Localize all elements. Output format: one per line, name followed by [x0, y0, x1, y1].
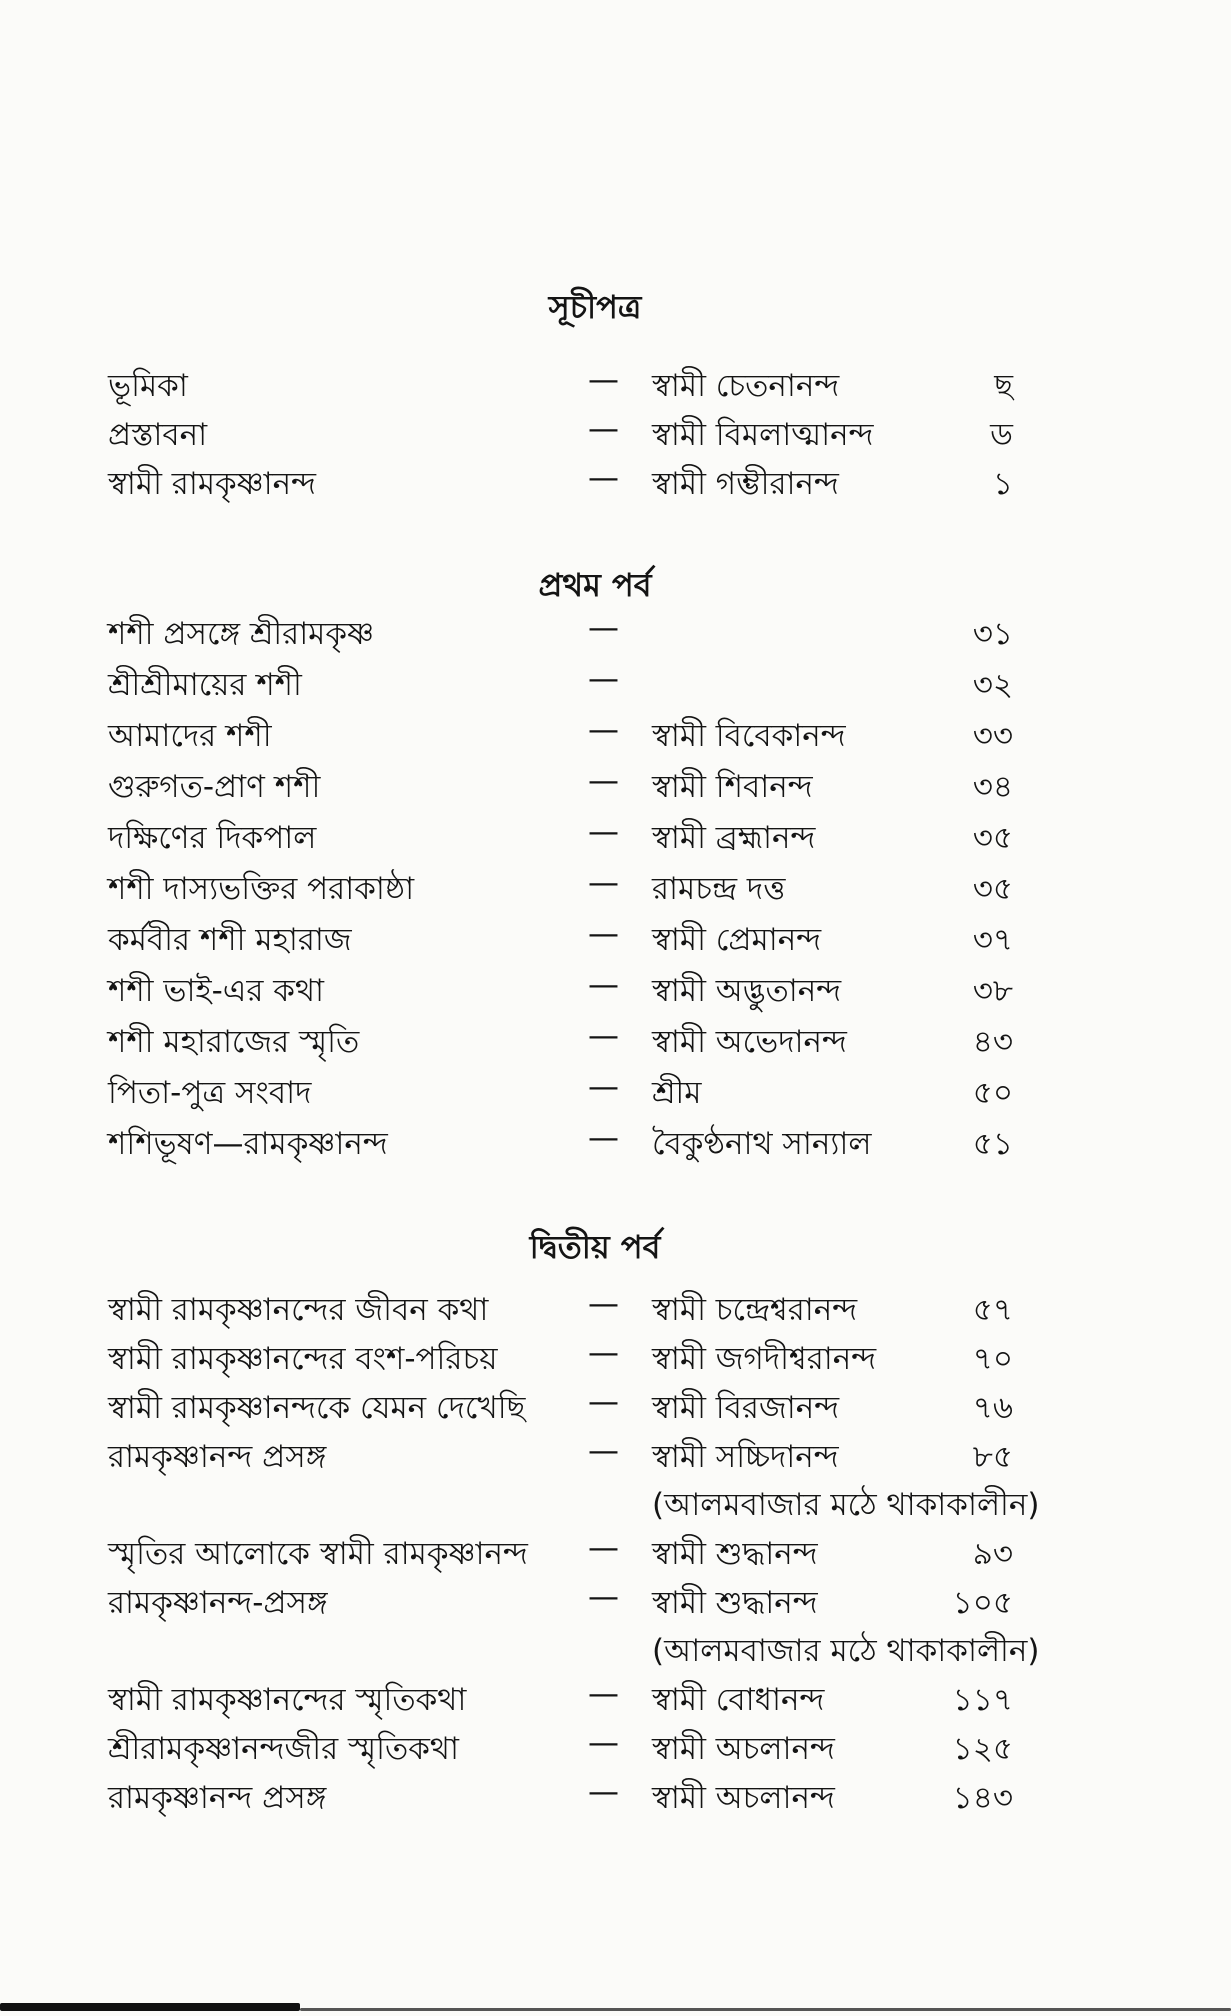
- toc-row: [0, 1335, 1231, 1383]
- entry-title: শশিভূষণ—রামকৃষ্ণানন্দ: [108, 1126, 388, 1162]
- entry-page: ৪৩: [972, 1024, 1013, 1060]
- entry-dash: —: [588, 1530, 619, 1566]
- entry-dash: —: [588, 1774, 619, 1810]
- entry-author: স্বামী বিবেকানন্দ: [652, 718, 846, 754]
- entry-title: স্বামী রামকৃষ্ণানন্দের বংশ-পরিচয়: [108, 1341, 498, 1377]
- entry-dash: —: [588, 610, 619, 646]
- entry-dash: —: [588, 1433, 619, 1469]
- entry-dash: —: [588, 411, 619, 447]
- entry-author: স্বামী গম্ভীরানন্দ: [652, 466, 839, 502]
- entry-title: স্বামী রামকৃষ্ণানন্দকে যেমন দেখেছি: [108, 1390, 526, 1426]
- entry-note: (আলমবাজার মঠে থাকাকালীন): [652, 1633, 1040, 1669]
- toc-row: [0, 1774, 1231, 1822]
- entry-title: কর্মবীর শশী মহারাজ: [108, 922, 352, 958]
- entry-page: ৭৬: [972, 1390, 1013, 1426]
- toc-row: [0, 661, 1231, 709]
- entry-page: ৩৫: [972, 820, 1013, 856]
- toc-row: [0, 1676, 1231, 1724]
- toc-row: [0, 916, 1231, 964]
- page-edge-shadow: [0, 2003, 300, 2011]
- entry-author: বৈকুণ্ঠনাথ সান্যাল: [652, 1126, 872, 1162]
- entry-dash: —: [588, 1286, 619, 1322]
- entry-dash: —: [588, 1120, 619, 1156]
- toc-row: [0, 1725, 1231, 1773]
- entry-page: ৫১: [972, 1126, 1013, 1162]
- entry-page: ৭০: [972, 1341, 1013, 1377]
- entry-dash: —: [588, 865, 619, 901]
- entry-title: আমাদের শশী: [108, 718, 272, 754]
- entry-title: শশী ভাই-এর কথা: [108, 973, 325, 1009]
- entry-dash: —: [588, 460, 619, 496]
- entry-author: রামচন্দ্র দত্ত: [652, 871, 786, 907]
- entry-dash: —: [588, 712, 619, 748]
- entry-page: ৩৩: [972, 718, 1013, 754]
- toc-row: [0, 460, 1231, 508]
- entry-page: ৫৭: [972, 1292, 1013, 1328]
- entry-dash: —: [588, 661, 619, 697]
- entry-note: (আলমবাজার মঠে থাকাকালীন): [652, 1487, 1040, 1523]
- toc-row: [0, 1530, 1231, 1578]
- entry-author: স্বামী শুদ্ধানন্দ: [652, 1585, 818, 1621]
- entry-page: ৯৩: [972, 1536, 1013, 1572]
- entry-title: শশী মহারাজের স্মৃতি: [108, 1024, 360, 1060]
- entry-dash: —: [588, 1676, 619, 1712]
- entry-page: ৩৭: [972, 922, 1013, 958]
- entry-dash: —: [588, 1579, 619, 1615]
- entry-dash: —: [588, 916, 619, 952]
- entry-author: স্বামী অভেদানন্দ: [652, 1024, 847, 1060]
- entry-author: স্বামী শিবানন্দ: [652, 769, 813, 805]
- entry-title: শশী দাস্যভক্তির পরাকাষ্ঠা: [108, 871, 415, 907]
- entry-title: রামকৃষ্ণানন্দ প্রসঙ্গ: [108, 1780, 327, 1816]
- entry-page: ৩৪: [972, 769, 1013, 805]
- entry-title: স্মৃতির আলোকে স্বামী রামকৃষ্ণানন্দ: [108, 1536, 528, 1572]
- toc-row: [0, 411, 1231, 459]
- entry-author: স্বামী বিরজানন্দ: [652, 1390, 840, 1426]
- entry-title: রামকৃষ্ণানন্দ প্রসঙ্গ: [108, 1439, 327, 1475]
- entry-page: ১২৫: [952, 1731, 1013, 1767]
- toc-row: [0, 1433, 1231, 1481]
- toc-row: [0, 1120, 1231, 1168]
- entry-title: গুরুগত-প্রাণ শশী: [108, 769, 321, 805]
- entry-dash: —: [588, 763, 619, 799]
- toc-row: [0, 1018, 1231, 1066]
- entry-title: প্রস্তাবনা: [108, 417, 208, 453]
- toc-row: [0, 967, 1231, 1015]
- entry-page: ৫০: [972, 1075, 1013, 1111]
- page-edge-line: [300, 2008, 1231, 2011]
- entry-page: ৩৫: [972, 871, 1013, 907]
- entry-title: শশী প্রসঙ্গে শ্রীরামকৃষ্ণ: [108, 616, 375, 652]
- entry-author: স্বামী অচলানন্দ: [652, 1780, 835, 1816]
- toc-row: [0, 610, 1231, 658]
- toc-row: [0, 1384, 1231, 1432]
- entry-title: দক্ষিণের দিকপাল: [108, 820, 317, 856]
- entry-author: স্বামী চন্দ্রেশ্বরানন্দ: [652, 1292, 858, 1328]
- entry-dash: —: [588, 1069, 619, 1105]
- entry-author: স্বামী শুদ্ধানন্দ: [652, 1536, 818, 1572]
- toc-row: [0, 712, 1231, 760]
- toc-row: [0, 763, 1231, 811]
- entry-dash: —: [588, 1384, 619, 1420]
- toc-row: [0, 1069, 1231, 1117]
- entry-author: স্বামী চেতনানন্দ: [652, 368, 840, 404]
- part2-heading: দ্বিতীয় পর্ব: [529, 1228, 661, 1266]
- entry-title: স্বামী রামকৃষ্ণানন্দের স্মৃতিকথা: [108, 1682, 467, 1718]
- entry-page: ১১৭: [952, 1682, 1013, 1718]
- entry-page: ১: [992, 466, 1013, 502]
- entry-author: স্বামী বোধানন্দ: [652, 1682, 825, 1718]
- entry-dash: —: [588, 1725, 619, 1761]
- toc-row: [0, 1286, 1231, 1334]
- entry-title: স্বামী রামকৃষ্ণানন্দ: [108, 466, 317, 502]
- entry-page: ৩১: [972, 616, 1013, 652]
- entry-dash: —: [588, 1018, 619, 1054]
- entry-page: ৮৫: [972, 1439, 1013, 1475]
- entry-page: ৩২: [972, 667, 1013, 703]
- entry-dash: —: [588, 814, 619, 850]
- entry-title: শ্রীশ্রীমায়ের শশী: [108, 667, 302, 703]
- contents-heading: সূচীপত্র: [548, 288, 642, 326]
- part1-heading: প্রথম পর্ব: [538, 566, 652, 604]
- entry-title: শ্রীরামকৃষ্ণানন্দজীর স্মৃতিকথা: [108, 1731, 459, 1767]
- entry-dash: —: [588, 967, 619, 1003]
- entry-author: স্বামী ব্রহ্মানন্দ: [652, 820, 816, 856]
- entry-title: রামকৃষ্ণানন্দ-প্রসঙ্গ: [108, 1585, 328, 1621]
- entry-author: স্বামী সচ্চিদানন্দ: [652, 1439, 839, 1475]
- entry-page: ১৪৩: [952, 1780, 1013, 1816]
- entry-page: ড: [990, 417, 1013, 453]
- toc-row: [0, 814, 1231, 862]
- entry-page: ৩৮: [972, 973, 1013, 1009]
- entry-page: ছ: [994, 368, 1013, 404]
- entry-author: স্বামী বিমলাত্মানন্দ: [652, 417, 874, 453]
- entry-title: পিতা-পুত্র সংবাদ: [108, 1075, 312, 1111]
- entry-title: ভূমিকা: [108, 368, 188, 404]
- toc-row: [0, 362, 1231, 410]
- entry-author: স্বামী জগদীশ্বরানন্দ: [652, 1341, 877, 1377]
- entry-author: স্বামী অচলানন্দ: [652, 1731, 835, 1767]
- entry-dash: —: [588, 1335, 619, 1371]
- entry-author: স্বামী প্রেমানন্দ: [652, 922, 822, 958]
- entry-author: স্বামী অদ্ভুতানন্দ: [652, 973, 842, 1009]
- entry-author: শ্রীম: [652, 1075, 702, 1111]
- entry-title: স্বামী রামকৃষ্ণানন্দের জীবন কথা: [108, 1292, 489, 1328]
- entry-page: ১০৫: [952, 1585, 1013, 1621]
- toc-row: [0, 1579, 1231, 1627]
- toc-row: [0, 865, 1231, 913]
- entry-dash: —: [588, 362, 619, 398]
